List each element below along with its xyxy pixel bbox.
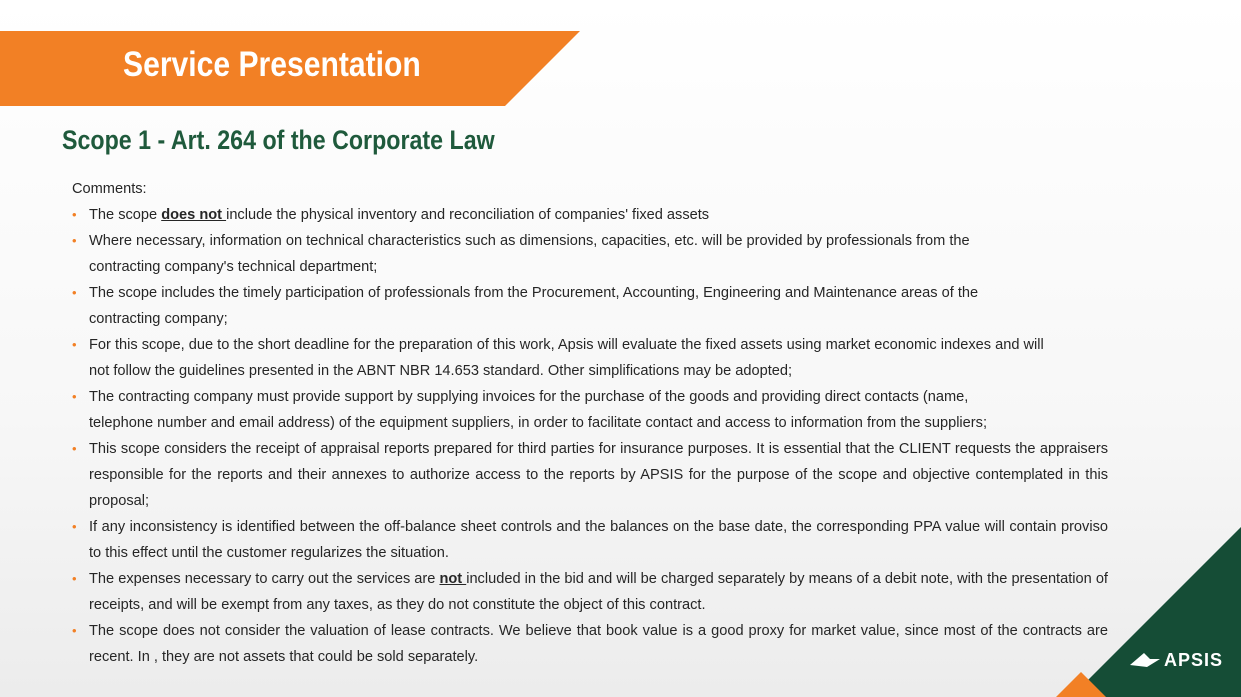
- apsis-mountain-icon: [1130, 651, 1162, 669]
- comments-section: [72, 176, 1108, 670]
- list-item: • The contracting company must provide support by supplying invoices for the purchase of the goods and providing direct contacts (name, telephone number and email address) of the equipment suppliers, in order to facilitate contact and access to information from the suppliers;: [72, 384, 1108, 436]
- title-banner: [0, 31, 580, 106]
- list-item: • Where necessary, information on technical characteristics such as dimensions, capacities, etc. will be provided by professionals from the contracting company's technical department;: [72, 228, 1108, 280]
- apsis-logo: [1130, 648, 1225, 672]
- comments-list: [72, 202, 1108, 670]
- list-item: • The scope includes the timely participation of professionals from the Procurement, Accounting, Engineering and Maintenance areas of the contracting company;: [72, 280, 1108, 332]
- logo-text: APSIS: [1164, 650, 1224, 670]
- list-item: • The scope does not include the physical inventory and reconciliation of companies' fixed assets: [72, 202, 1108, 228]
- list-item: • For this scope, due to the short deadline for the preparation of this work, Apsis will evaluate the fixed assets using market economic indexes and will not follow the guidelines presented in the ABNT NBR 14.653 standard. Other simplifications may be adopted;: [72, 332, 1108, 384]
- section-subtitle: Scope 1 - Art. 264 of the Corporate Law: [62, 125, 495, 155]
- comments-label: Comments:: [72, 181, 147, 197]
- page-title: Service Presentation: [123, 45, 421, 84]
- list-item: • The scope does not consider the valuation of lease contracts. We believe that book value is a good proxy for market value, since most of the contracts are recent. In , they are not assets that could be sold separately.: [72, 618, 1108, 670]
- list-item: • If any inconsistency is identified between the off-balance sheet controls and the balances on the base date, the corresponding PPA value will contain proviso to this effect until the customer regularizes the situation.: [72, 514, 1108, 566]
- list-item: • The expenses necessary to carry out the services are not included in the bid and will be charged separately by means of a debit note, with the presentation of receipts, and will be exempt from any taxes, as they do not constitute the object of this contract.: [72, 566, 1108, 618]
- list-item: • This scope considers the receipt of appraisal reports prepared for third parties for insurance purposes. It is essential that the CLIENT requests the appraisers responsible for the reports and their annexes to authorize access to the reports by APSIS for the purpose of the scope and objective contemplated in this proposal;: [72, 436, 1108, 514]
